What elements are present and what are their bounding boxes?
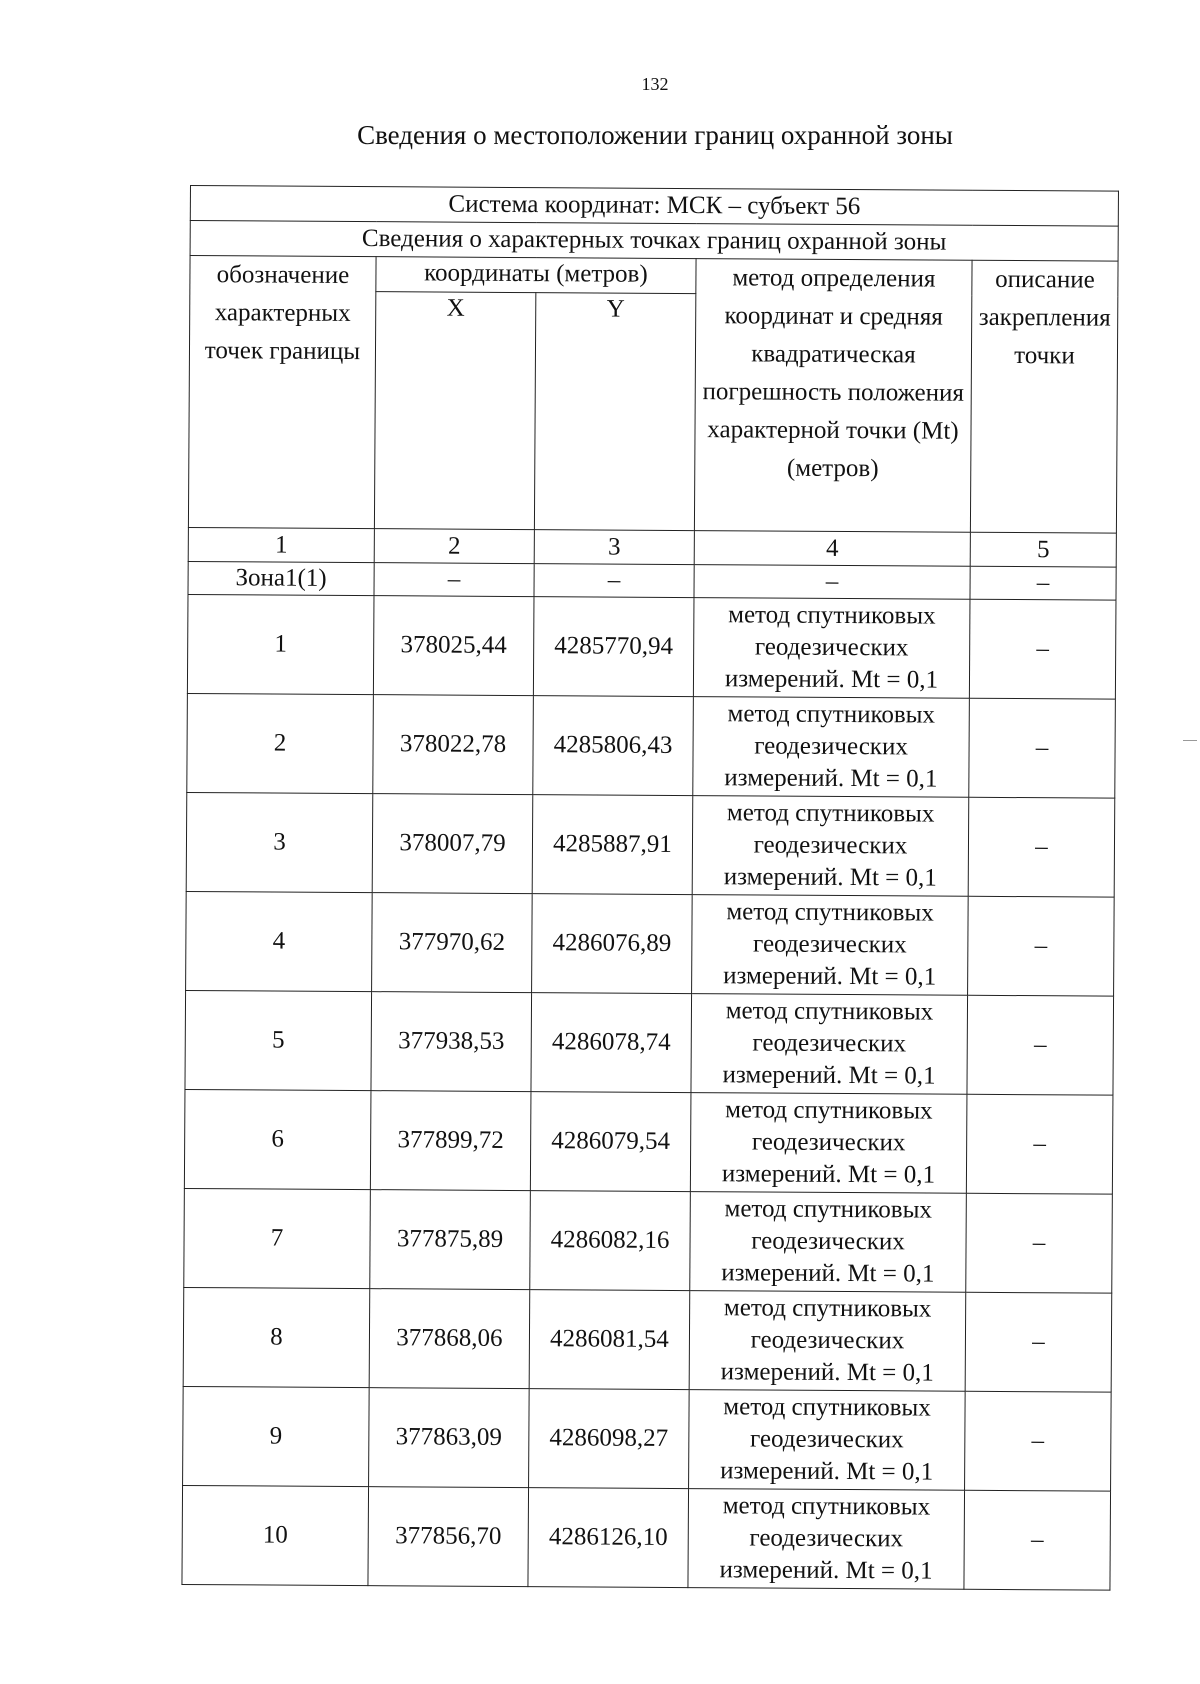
table-row xyxy=(182,1485,1111,1590)
method-cell: метод спутниковых геодезических измерений. Mt = 0,1 xyxy=(688,1489,965,1590)
y-coordinate: 4286082,16 xyxy=(530,1191,691,1291)
table-row xyxy=(187,594,1116,699)
col-header-description: описание закрепления точки xyxy=(970,260,1118,533)
description-cell: – xyxy=(964,1490,1111,1590)
col-header-designation: обозначение характерных точек границы xyxy=(188,256,376,529)
y-coordinate: 4286126,10 xyxy=(528,1488,689,1588)
method-cell: метод спутниковых геодезических измерений. Mt = 0,1 xyxy=(690,1192,967,1293)
point-number: 8 xyxy=(183,1287,370,1387)
col-header-y: Y xyxy=(534,293,695,531)
table-row xyxy=(186,792,1115,897)
col-header-method: метод определения координат и средняя квадратическая погрешность положения характерной точки (Mt) (метров) xyxy=(694,259,972,533)
points-info-header: Сведения о характерных точках границ охранной зоны xyxy=(190,221,1118,262)
coordinates-table xyxy=(181,185,1119,1591)
point-number: 10 xyxy=(182,1485,369,1585)
description-cell: – xyxy=(966,1193,1113,1293)
point-number: 2 xyxy=(187,693,374,793)
table-row xyxy=(186,891,1115,996)
description-cell: – xyxy=(968,797,1115,897)
method-cell: метод спутниковых геодезических измерений. Mt = 0,1 xyxy=(690,1093,967,1194)
table-row xyxy=(185,990,1114,1095)
zone-dash: – xyxy=(534,564,694,598)
description-cell: – xyxy=(969,599,1116,699)
table-row xyxy=(184,1188,1113,1293)
point-number: 1 xyxy=(187,594,374,694)
method-cell: метод спутниковых геодезических измерений. Mt = 0,1 xyxy=(693,697,970,798)
table-row xyxy=(187,693,1116,798)
y-coordinate: 4286079,54 xyxy=(530,1092,691,1192)
y-coordinate: 4286078,74 xyxy=(531,993,692,1093)
point-number: 3 xyxy=(186,792,373,892)
column-number: 2 xyxy=(374,529,534,564)
column-number: 3 xyxy=(534,530,694,565)
point-number: 7 xyxy=(184,1188,371,1288)
description-cell: – xyxy=(965,1391,1112,1491)
x-coordinate: 377875,89 xyxy=(370,1190,531,1290)
y-coordinate: 4286081,54 xyxy=(529,1290,690,1390)
method-cell: метод спутниковых геодезических измерений. Mt = 0,1 xyxy=(691,994,968,1095)
description-cell: – xyxy=(968,896,1115,996)
method-cell: метод спутниковых геодезических измерений. Mt = 0,1 xyxy=(689,1291,966,1392)
x-coordinate: 377868,06 xyxy=(369,1289,530,1389)
column-number: 5 xyxy=(970,532,1116,567)
description-cell: – xyxy=(965,1292,1112,1392)
point-number: 4 xyxy=(186,891,373,991)
x-coordinate: 377863,09 xyxy=(369,1388,530,1488)
x-coordinate: 378025,44 xyxy=(373,596,534,696)
y-coordinate: 4285770,94 xyxy=(533,597,694,697)
y-coordinate: 4285887,91 xyxy=(532,795,693,895)
zone-dash: – xyxy=(374,563,534,597)
description-cell: – xyxy=(966,1094,1113,1194)
method-cell: метод спутниковых геодезических измерений. Mt = 0,1 xyxy=(692,895,969,996)
description-cell: – xyxy=(967,995,1114,1095)
zone-dash: – xyxy=(970,566,1116,600)
point-number: 6 xyxy=(184,1089,371,1189)
margin-mark xyxy=(1183,740,1197,741)
table-row xyxy=(183,1287,1112,1392)
table-row xyxy=(184,1089,1113,1194)
point-number: 9 xyxy=(183,1386,370,1486)
col-header-x: X xyxy=(374,292,535,530)
method-cell: метод спутниковых геодезических измерений. Mt = 0,1 xyxy=(693,598,970,699)
zone-label: Зона1(1) xyxy=(188,561,374,595)
coordinates-table-container xyxy=(181,185,1118,1591)
method-cell: метод спутниковых геодезических измерений. Mt = 0,1 xyxy=(689,1390,966,1491)
x-coordinate: 377899,72 xyxy=(370,1091,531,1191)
column-number: 4 xyxy=(694,531,970,567)
page-number: 132 xyxy=(641,74,669,94)
table-row xyxy=(183,1386,1112,1491)
coord-system-header: Система координат: МСК – субъект 56 xyxy=(190,186,1118,227)
x-coordinate: 377970,62 xyxy=(372,893,533,993)
column-number: 1 xyxy=(188,527,374,562)
x-coordinate: 377856,70 xyxy=(368,1487,529,1587)
zone-dash: – xyxy=(694,565,970,600)
y-coordinate: 4285806,43 xyxy=(533,696,694,796)
document-title: Сведения о местоположении границ охранной зоны xyxy=(357,120,953,150)
y-coordinate: 4286098,27 xyxy=(529,1389,690,1489)
description-cell: – xyxy=(969,698,1116,798)
point-number: 5 xyxy=(185,990,372,1090)
x-coordinate: 377938,53 xyxy=(371,992,532,1092)
col-header-coordinates: координаты (метров) xyxy=(376,257,696,294)
x-coordinate: 378022,78 xyxy=(373,695,534,795)
y-coordinate: 4286076,89 xyxy=(532,894,693,994)
x-coordinate: 378007,79 xyxy=(372,794,533,894)
method-cell: метод спутниковых геодезических измерений. Mt = 0,1 xyxy=(692,796,969,897)
